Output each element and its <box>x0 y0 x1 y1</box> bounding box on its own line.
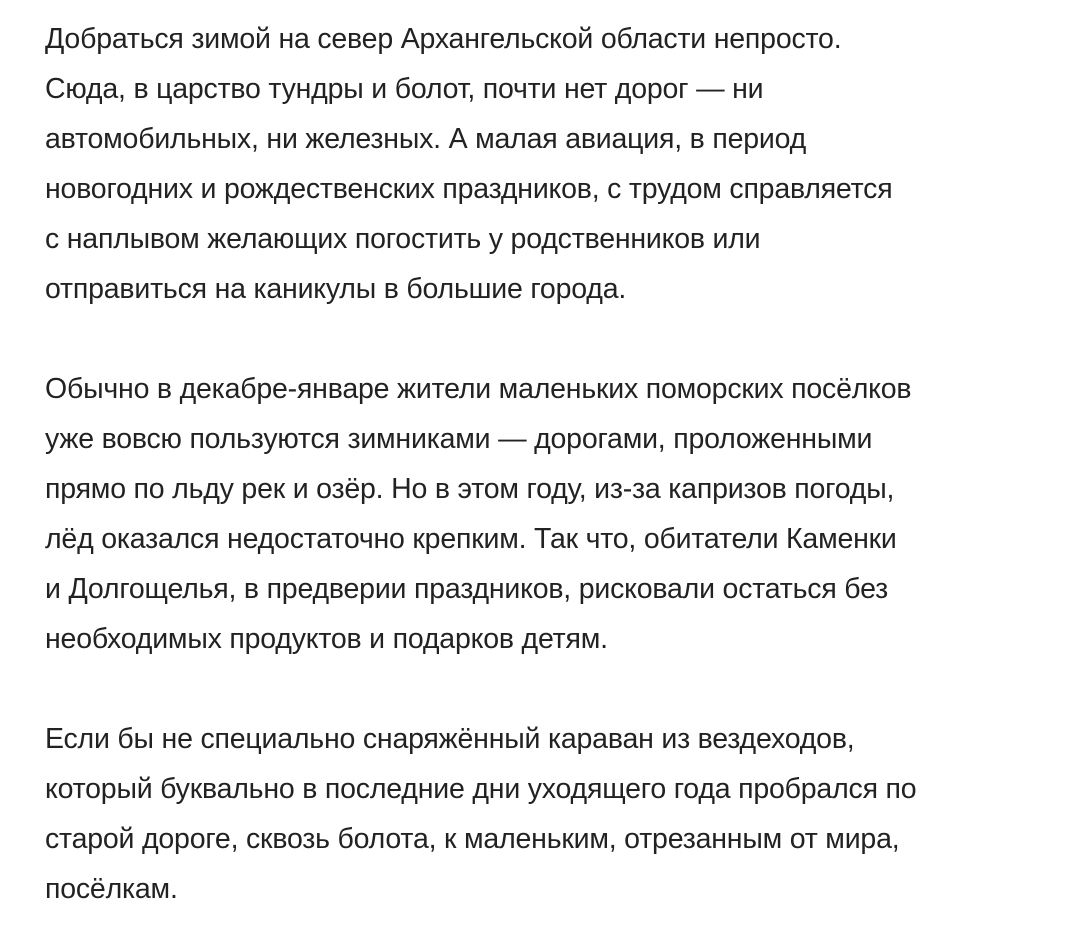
text-line: Обычно в декабре-январе жители маленьких поморских посёлков <box>45 373 912 405</box>
text-line: с наплывом желающих погостить у родственников или <box>45 223 761 255</box>
text-line: отправиться на каникулы в большие города. <box>45 273 627 305</box>
paragraph-3 <box>45 714 1056 914</box>
text-line: лёд оказался недостаточно крепким. Так что, обитатели Каменки <box>45 523 897 555</box>
text-line: старой дороге, сквозь болота, к маленьким, отрезанным от мира, <box>45 823 900 855</box>
text-line: новогодних и рождественских праздников, с трудом справляется <box>45 173 893 205</box>
text-line: посёлкам. <box>45 873 178 905</box>
text-line: Если бы не специально снаряжённый караван из вездеходов, <box>45 723 855 755</box>
text-line: автомобильных, ни железных. А малая авиация, в период <box>45 123 807 155</box>
text-line: уже вовсю пользуются зимниками — дорогами, проложенными <box>45 423 873 455</box>
paragraph-1 <box>45 14 1056 314</box>
text-line: прямо по льду рек и озёр. Но в этом году, из-за капризов погоды, <box>45 473 895 505</box>
text-line: Сюда, в царство тундры и болот, почти нет дорог — ни <box>45 73 764 105</box>
paragraph-2 <box>45 364 1056 664</box>
text-line: необходимых продуктов и подарков детям. <box>45 623 608 655</box>
text-line: который буквально в последние дни уходящего года пробрался по <box>45 773 917 805</box>
text-line: и Долгощелья, в предверии праздников, рисковали остаться без <box>45 573 889 605</box>
text-line: Добраться зимой на север Архангельской области непросто. <box>45 23 842 55</box>
